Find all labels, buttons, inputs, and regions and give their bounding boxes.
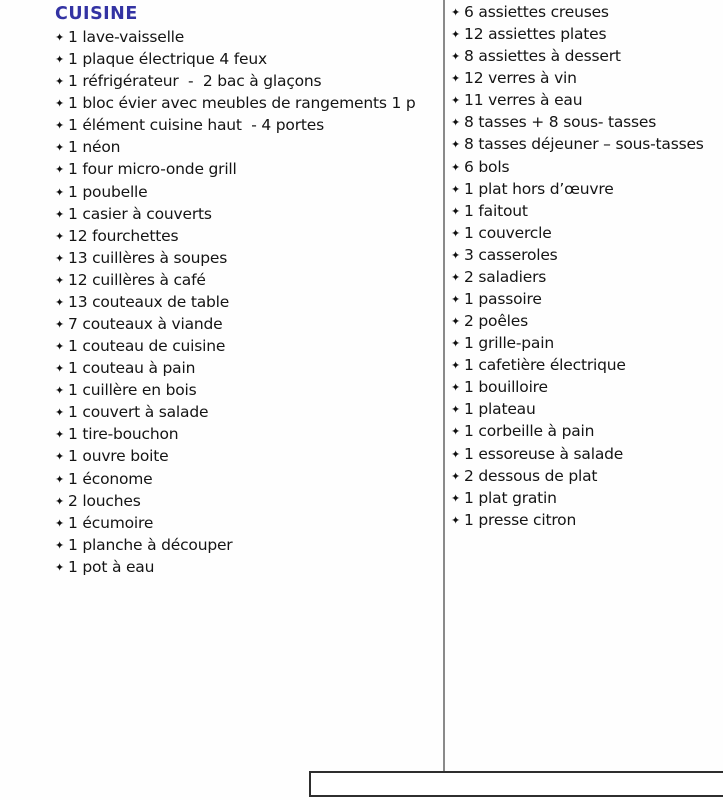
item-label: 2 dessous de plat bbox=[464, 466, 598, 485]
list-item bbox=[451, 420, 723, 442]
diamond-bullet-icon: ✦ bbox=[451, 94, 461, 108]
list-item bbox=[55, 181, 440, 203]
item-label: 1 couteau de cuisine bbox=[68, 337, 226, 356]
list-item bbox=[55, 357, 440, 379]
item-label: 1 bouilloire bbox=[464, 378, 548, 397]
item-label: 1 grille-pain bbox=[464, 334, 554, 353]
item-label: 1 planche à découper bbox=[68, 535, 233, 554]
list-item bbox=[451, 156, 723, 178]
list-item bbox=[55, 92, 440, 114]
item-label: 1 cuillère en bois bbox=[68, 381, 197, 400]
item-label: 6 assiettes creuses bbox=[464, 3, 609, 21]
item-label: 2 poêles bbox=[464, 312, 528, 331]
diamond-bullet-icon: ✦ bbox=[451, 6, 461, 19]
diamond-bullet-icon: ✦ bbox=[451, 447, 461, 461]
diamond-bullet-icon: ✦ bbox=[55, 229, 65, 243]
diamond-bullet-icon: ✦ bbox=[451, 293, 461, 307]
list-item bbox=[55, 291, 440, 313]
diamond-bullet-icon: ✦ bbox=[451, 337, 461, 351]
item-label: 8 tasses + 8 sous- tasses bbox=[464, 113, 657, 132]
item-label: 1 couvert à salade bbox=[68, 403, 209, 422]
item-label: 1 faitout bbox=[464, 201, 528, 220]
item-label: 1 économe bbox=[68, 469, 153, 488]
diamond-bullet-icon: ✦ bbox=[451, 359, 461, 373]
diamond-bullet-icon: ✦ bbox=[55, 318, 65, 332]
list-item bbox=[55, 70, 440, 92]
diamond-bullet-icon: ✦ bbox=[451, 138, 461, 152]
item-label: 1 élément cuisine haut - 4 portes bbox=[68, 116, 324, 135]
diamond-bullet-icon: ✦ bbox=[451, 469, 461, 483]
list-item bbox=[451, 1, 723, 23]
list-item bbox=[451, 398, 723, 420]
item-label: 8 tasses déjeuner – sous-tasses bbox=[464, 135, 704, 154]
list-item bbox=[451, 509, 723, 531]
list-item bbox=[55, 158, 440, 180]
item-label: 2 louches bbox=[68, 491, 141, 510]
diamond-bullet-icon: ✦ bbox=[451, 160, 461, 174]
diamond-bullet-icon: ✦ bbox=[55, 163, 65, 177]
list-item bbox=[451, 222, 723, 244]
item-label: 11 verres à eau bbox=[464, 91, 583, 110]
item-label: 2 saladiers bbox=[464, 267, 547, 286]
item-label: 1 cafetière électrique bbox=[464, 356, 626, 375]
item-label: 1 bloc évier avec meubles de rangements 1 p bbox=[68, 94, 416, 113]
list-item bbox=[451, 200, 723, 222]
diamond-bullet-icon: ✦ bbox=[451, 226, 461, 240]
item-label: 1 plaque électrique 4 feux bbox=[68, 50, 267, 69]
diamond-bullet-icon: ✦ bbox=[55, 185, 65, 199]
diamond-bullet-icon: ✦ bbox=[55, 53, 65, 67]
diamond-bullet-icon: ✦ bbox=[55, 119, 65, 133]
item-label: 12 assiettes plates bbox=[464, 25, 607, 44]
right-column bbox=[451, 0, 723, 531]
list-item bbox=[451, 332, 723, 354]
left-column bbox=[55, 0, 440, 578]
list-item bbox=[55, 423, 440, 445]
list-item bbox=[55, 534, 440, 556]
diamond-bullet-icon: ✦ bbox=[55, 494, 65, 508]
list-item bbox=[451, 376, 723, 398]
empty-footer-box bbox=[309, 771, 723, 797]
item-label: 1 presse citron bbox=[464, 510, 577, 529]
diamond-bullet-icon: ✦ bbox=[55, 75, 65, 89]
item-label: 1 couteau à pain bbox=[68, 359, 196, 378]
item-label: 3 casseroles bbox=[464, 245, 558, 264]
diamond-bullet-icon: ✦ bbox=[55, 141, 65, 155]
diamond-bullet-icon: ✦ bbox=[451, 182, 461, 196]
item-label: 12 verres à vin bbox=[464, 69, 577, 88]
diamond-bullet-icon: ✦ bbox=[55, 472, 65, 486]
item-label: 1 four micro-onde grill bbox=[68, 160, 237, 179]
item-label: 1 essoreuse à salade bbox=[464, 444, 624, 463]
item-label: 1 plateau bbox=[464, 400, 536, 419]
list-item bbox=[451, 487, 723, 509]
diamond-bullet-icon: ✦ bbox=[451, 50, 461, 64]
list-item bbox=[451, 288, 723, 310]
list-item bbox=[451, 244, 723, 266]
diamond-bullet-icon: ✦ bbox=[451, 403, 461, 417]
left-item-list bbox=[55, 26, 440, 578]
list-item bbox=[451, 443, 723, 465]
item-label: 1 lave-vaisselle bbox=[68, 28, 185, 46]
diamond-bullet-icon: ✦ bbox=[55, 560, 65, 574]
list-item bbox=[451, 354, 723, 376]
diamond-bullet-icon: ✦ bbox=[451, 72, 461, 86]
list-item bbox=[55, 203, 440, 225]
item-label: 1 ouvre boite bbox=[68, 447, 169, 466]
diamond-bullet-icon: ✦ bbox=[451, 315, 461, 329]
item-label: 1 passoire bbox=[464, 290, 542, 309]
list-item bbox=[451, 266, 723, 288]
diamond-bullet-icon: ✦ bbox=[55, 516, 65, 530]
page-title: CUISINE bbox=[55, 4, 138, 24]
list-item bbox=[451, 465, 723, 487]
list-item bbox=[55, 512, 440, 534]
diamond-bullet-icon: ✦ bbox=[451, 491, 461, 505]
item-label: 1 néon bbox=[68, 138, 121, 157]
diamond-bullet-icon: ✦ bbox=[55, 384, 65, 398]
list-item bbox=[55, 468, 440, 490]
item-label: 1 plat hors d’œuvre bbox=[464, 179, 614, 198]
item-label: 13 couteaux de table bbox=[68, 292, 230, 311]
list-item bbox=[55, 26, 440, 48]
list-item bbox=[55, 247, 440, 269]
right-item-list bbox=[451, 1, 723, 531]
item-label: 12 cuillères à café bbox=[68, 270, 206, 289]
diamond-bullet-icon: ✦ bbox=[55, 295, 65, 309]
item-label: 1 corbeille à pain bbox=[464, 422, 595, 441]
diamond-bullet-icon: ✦ bbox=[451, 116, 461, 130]
list-item bbox=[55, 335, 440, 357]
diamond-bullet-icon: ✦ bbox=[451, 204, 461, 218]
diamond-bullet-icon: ✦ bbox=[55, 450, 65, 464]
list-item bbox=[451, 23, 723, 45]
list-item bbox=[55, 401, 440, 423]
diamond-bullet-icon: ✦ bbox=[451, 425, 461, 439]
item-label: 13 cuillères à soupes bbox=[68, 248, 228, 267]
diamond-bullet-icon: ✦ bbox=[55, 340, 65, 354]
list-item bbox=[451, 178, 723, 200]
item-label: 1 plat gratin bbox=[464, 488, 557, 507]
diamond-bullet-icon: ✦ bbox=[55, 273, 65, 287]
diamond-bullet-icon: ✦ bbox=[55, 31, 65, 44]
list-item bbox=[451, 111, 723, 133]
item-label: 6 bols bbox=[464, 157, 510, 176]
list-item bbox=[55, 490, 440, 512]
list-item bbox=[55, 556, 440, 578]
list-item bbox=[55, 313, 440, 335]
list-item bbox=[55, 136, 440, 158]
diamond-bullet-icon: ✦ bbox=[55, 538, 65, 552]
item-label: 1 tire-bouchon bbox=[68, 425, 179, 444]
list-item bbox=[451, 133, 723, 155]
list-item bbox=[55, 48, 440, 70]
item-label: 1 écumoire bbox=[68, 513, 154, 532]
diamond-bullet-icon: ✦ bbox=[55, 207, 65, 221]
item-label: 12 fourchettes bbox=[68, 226, 179, 245]
diamond-bullet-icon: ✦ bbox=[451, 513, 461, 527]
item-label: 7 couteaux à viande bbox=[68, 315, 223, 334]
item-label: 1 pot à eau bbox=[68, 557, 155, 576]
diamond-bullet-icon: ✦ bbox=[451, 381, 461, 395]
diamond-bullet-icon: ✦ bbox=[55, 97, 65, 111]
list-item bbox=[55, 225, 440, 247]
diamond-bullet-icon: ✦ bbox=[55, 251, 65, 265]
item-label: 1 couvercle bbox=[464, 223, 552, 242]
column-divider-line bbox=[443, 0, 445, 772]
diamond-bullet-icon: ✦ bbox=[55, 362, 65, 376]
item-label: 1 réfrigérateur - 2 bac à glaçons bbox=[68, 72, 322, 91]
diamond-bullet-icon: ✦ bbox=[451, 248, 461, 262]
item-label: 1 casier à couverts bbox=[68, 204, 212, 223]
list-item bbox=[451, 45, 723, 67]
list-item bbox=[55, 114, 440, 136]
list-item bbox=[55, 269, 440, 291]
item-label: 8 assiettes à dessert bbox=[464, 47, 621, 66]
diamond-bullet-icon: ✦ bbox=[451, 270, 461, 284]
diamond-bullet-icon: ✦ bbox=[55, 428, 65, 442]
item-label: 1 poubelle bbox=[68, 182, 148, 201]
list-item bbox=[55, 445, 440, 467]
list-item bbox=[451, 67, 723, 89]
list-item bbox=[451, 89, 723, 111]
diamond-bullet-icon: ✦ bbox=[55, 406, 65, 420]
diamond-bullet-icon: ✦ bbox=[451, 28, 461, 42]
list-item bbox=[55, 379, 440, 401]
list-item bbox=[451, 310, 723, 332]
